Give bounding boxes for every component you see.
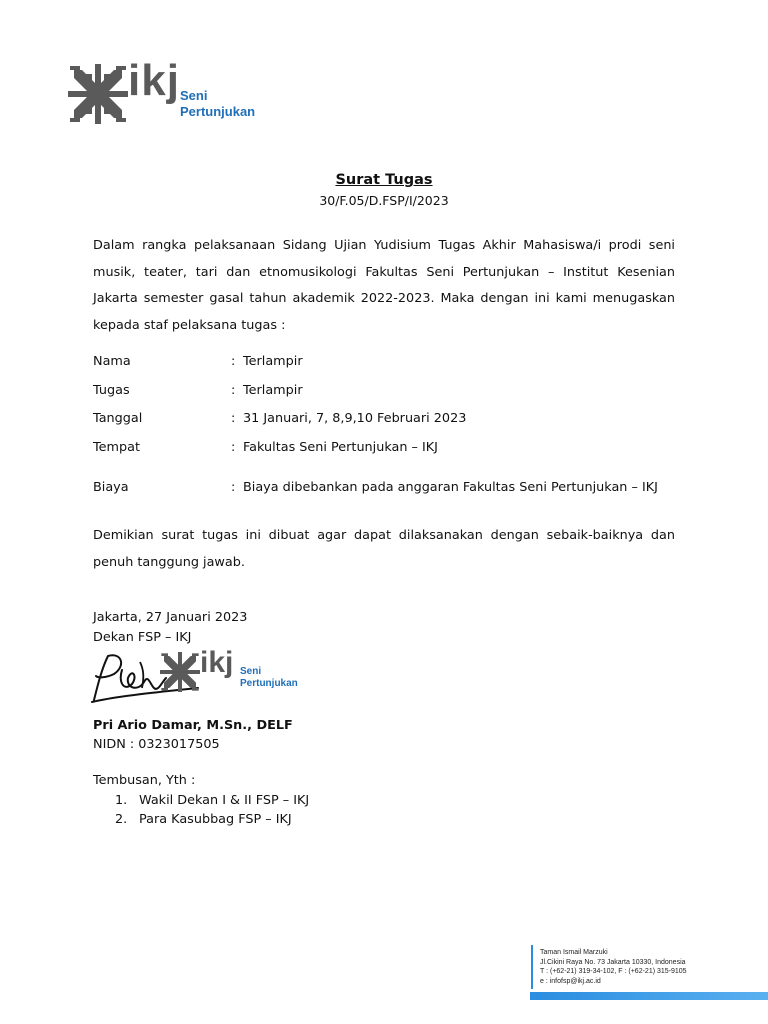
detail-value: Fakultas Seni Pertunjukan – IKJ <box>243 440 438 455</box>
stamp-text-pertunjukan: Pertunjukan <box>240 678 298 689</box>
detail-value: 31 Januari, 7, 8,9,10 Februari 2023 <box>243 411 467 426</box>
footer-address <box>540 948 687 986</box>
document-title: Surat Tugas <box>335 172 433 188</box>
detail-colon: : <box>231 411 236 426</box>
logo-text-pertunjukan: Pertunjukan <box>180 104 256 119</box>
footer-line-1: Taman Ismail Marzuki <box>540 949 608 956</box>
logo-wordmark: ikj <box>128 56 180 105</box>
ikj-ornament-icon <box>68 64 128 124</box>
footer-line-2: Jl.Cikini Raya No. 73 Jakarta 10330, Indonesia <box>540 958 686 966</box>
detail-value: Biaya dibebankan pada anggaran Fakultas Seni Pertunjukan – IKJ <box>243 480 658 495</box>
signer-name: Pri Ario Damar, M.Sn., DELF <box>93 718 293 733</box>
footer-line-3: T : (+62-21) 319-34-102, F : (+62-21) 315-9105 <box>540 968 687 975</box>
detail-label: Tugas <box>93 383 130 398</box>
footer-line-4: e : infofsp@ikj.ac.id <box>540 977 601 985</box>
official-stamp-logo <box>160 646 310 700</box>
logo-text-seni: Seni <box>180 88 208 103</box>
cc-list-item <box>115 793 310 808</box>
closing-paragraph: Demikian surat tugas ini dibuat agar dapat dilaksanakan dengan sebaik-baiknya dan penuh tanggung jawab. <box>93 528 675 570</box>
detail-colon: : <box>231 440 236 455</box>
detail-label: Tanggal <box>93 411 143 426</box>
cc-item-text: Para Kasubbag FSP – IKJ <box>139 812 292 827</box>
cc-list-item <box>115 812 292 827</box>
intro-paragraph: Dalam rangka pelaksanaan Sidang Ujian Yudisium Tugas Akhir Mahasiswa/i prodi seni musik, teater, tari dan etnomusikologi Fakultas Seni Pertunjukan – Institut Kesenian Jakarta semester gasal tahun akademik 2022-2023. Maka dengan ini kami menugaskan kepada staf pelaksana tugas : <box>93 238 675 333</box>
detail-colon: : <box>231 383 236 398</box>
detail-value: Terlampir <box>243 354 303 369</box>
stamp-wordmark: ikj <box>200 646 234 679</box>
detail-colon: : <box>231 354 236 369</box>
footer-accent-line <box>531 945 533 989</box>
footer-color-bar <box>530 992 768 1000</box>
cc-item-number: 1. <box>115 793 128 808</box>
signer-nidn: NIDN : 0323017505 <box>93 737 220 752</box>
stamp-text-seni: Seni <box>240 666 262 677</box>
detail-label: Nama <box>93 354 131 369</box>
cc-heading: Tembusan, Yth : <box>93 773 196 788</box>
detail-value: Terlampir <box>243 383 303 398</box>
cc-item-number: 2. <box>115 812 128 827</box>
cc-item-text: Wakil Dekan I & II FSP – IKJ <box>139 793 310 808</box>
document-number: 30/F.05/D.FSP/I/2023 <box>319 193 449 208</box>
detail-label: Tempat <box>93 440 140 455</box>
detail-label: Biaya <box>93 480 129 495</box>
institution-logo <box>68 56 268 134</box>
signer-position: Dekan FSP – IKJ <box>93 630 192 645</box>
detail-colon: : <box>231 480 236 495</box>
ikj-ornament-icon <box>160 652 200 692</box>
place-date: Jakarta, 27 Januari 2023 <box>93 610 248 625</box>
